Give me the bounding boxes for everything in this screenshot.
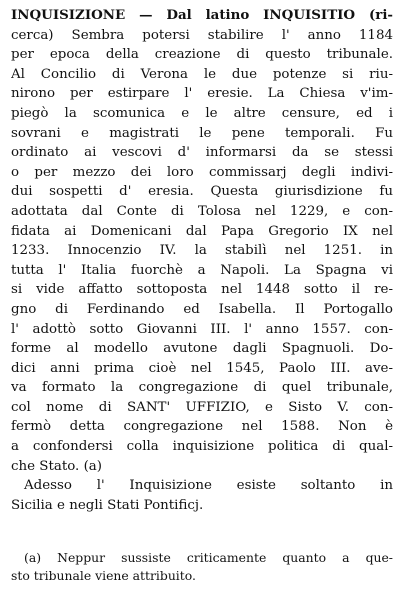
entry-line: per epoca della creazione di questo tribunale.: [11, 47, 393, 63]
entry-line: piegò la scomunica e le altre censure, ed i: [11, 105, 393, 121]
footnote: [11, 549, 393, 585]
entry-line: fidata ai Domenicani dal Papa Gregorio IX nel: [11, 223, 393, 239]
entry-line: che Stato. (a): [11, 458, 102, 474]
entry-line: ordinato ai vescovi d' informarsi da se stessi: [11, 145, 393, 161]
footnote-line: sto tribunale viene attribuito.: [11, 568, 196, 583]
entry-line: Adesso l' Inquisizione esiste soltanto in: [24, 478, 393, 494]
entry-line: INQUISIZIONE — Dal latino INQUISITIO (ri-: [11, 7, 393, 23]
entry-line: adottata dal Conte di Tolosa nel 1229, e con-: [11, 203, 393, 219]
entry-line: fermò detta congregazione nel 1588. Non è: [11, 419, 393, 435]
entry-line: nirono per estirpare l' eresie. La Chiesa v'im-: [11, 86, 393, 102]
entry-line: si vide affatto sottoposta nel 1448 sotto il re-: [11, 282, 393, 298]
entry-line: Sicilia e negli Stati Pontificj.: [11, 497, 204, 513]
entry-line: 1233. Innocenzio IV. la stabilì nel 1251. in: [11, 243, 393, 259]
entry-line: col nome di SANT' UFFIZIO, e Sisto V. con-: [11, 399, 393, 415]
entry-text: [11, 6, 393, 515]
entry-line: Al Concilio di Verona le due potenze si riu-: [11, 66, 393, 82]
entry-line: l' adottò sotto Giovanni III. l' anno 1557. con-: [11, 321, 393, 337]
entry-line: forme al modello avutone dagli Spagnuoli. Do-: [11, 341, 393, 357]
entry-line: gno di Ferdinando ed Isabella. Il Portogallo: [11, 301, 393, 317]
footnote-line: (a) Neppur sussiste criticamente quanto a que-: [24, 550, 393, 565]
entry-line: sovrani e magistrati le pene temporali. Fu: [11, 125, 393, 141]
entry-line: o per mezzo dei loro commissarj degli indivi-: [11, 164, 393, 180]
entry-line: dici anni prima cioè nel 1545, Paolo III. ave-: [11, 360, 393, 376]
entry-line: va formato la congregazione di quel tribunale,: [11, 380, 393, 396]
entry-line: cerca) Sembra potersi stabilire l' anno 1184: [11, 27, 393, 43]
entry-line: a confondersi colla inquisizione politica di qual-: [11, 439, 393, 455]
entry-line: tutta l' Italia fuorchè a Napoli. La Spagna vi: [11, 262, 393, 278]
entry-line: dui sospetti d' eresia. Questa giurisdizione fu: [11, 184, 393, 200]
